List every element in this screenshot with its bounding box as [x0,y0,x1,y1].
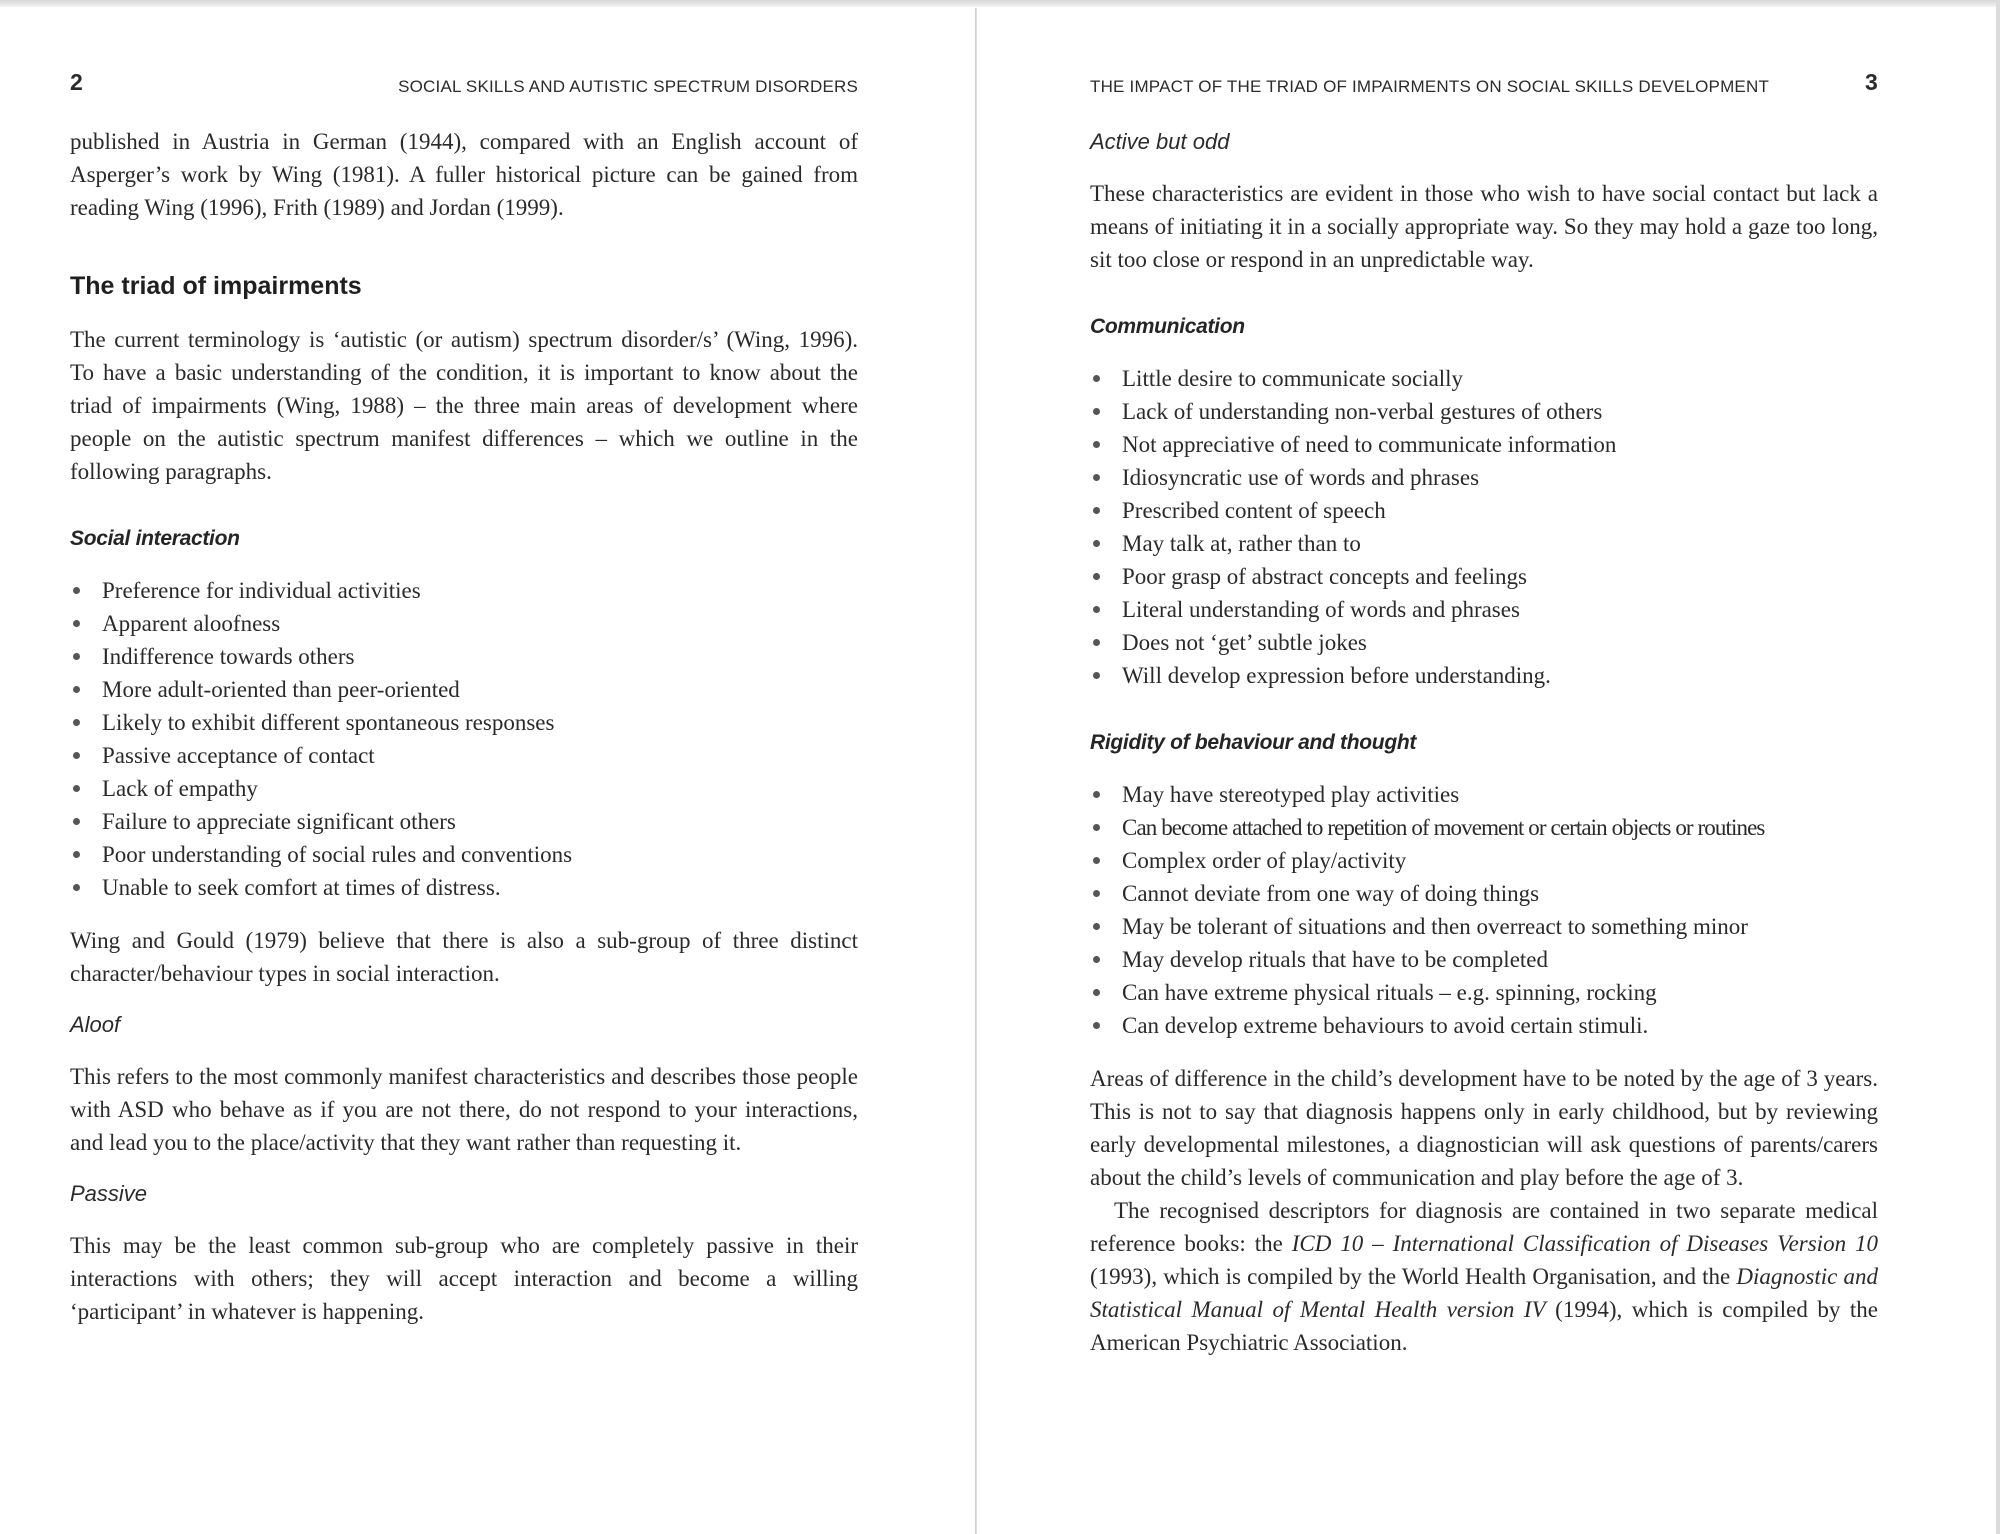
active-but-odd-heading: Active but odd [1090,129,1230,154]
section-heading: The triad of impairments [70,272,362,300]
list-item: Unable to seek comfort at times of distress. [70,871,858,904]
list-item: Complex order of play/activity [1090,844,1878,877]
list-item: May develop rituals that have to be completed [1090,943,1878,976]
list-item: Indifference towards others [70,640,858,673]
bullet-icon [1093,507,1100,514]
list-item: Idiosyncratic use of words and phrases [1090,461,1878,494]
bullet-icon [1093,639,1100,646]
bullet-icon [1093,1022,1100,1029]
list-item: More adult-oriented than peer-oriented [70,673,858,706]
section-paragraph: The current terminology is ‘autistic (or autism) spectrum disorder/s’ (Wing, 1996). To have a basic understanding of the condition, it is important to know about the triad of impairments (Wing, 1988) – the three main areas of development where people on the autistic spectrum manifest differences – which we outline in the following paragraphs. [70,327,858,484]
list-item: Lack of understanding non-verbal gestures of others [1090,395,1878,428]
right-page-body [1090,127,1878,1359]
social-interaction-list [70,574,858,904]
bullet-icon [1093,923,1100,930]
dsm-title: Diagnostic and Statistical Manual of Mental Health version IV [1090,1264,1878,1322]
bullet-icon [73,884,80,891]
page-number: 3 [1865,69,1878,95]
bullet-icon [1093,857,1100,864]
page-number: 2 [70,69,83,95]
bullet-icon [1093,890,1100,897]
bullet-icon [73,851,80,858]
list-item: Literal understanding of words and phrases [1090,593,1878,626]
bullet-icon [1093,791,1100,798]
left-page-header [70,69,858,105]
list-item: Can become attached to repetition of movement or certain objects or routines [1090,811,1878,844]
list-item: Preference for individual activities [70,574,858,607]
bullet-icon [73,620,80,627]
rigidity-heading: Rigidity of behaviour and thought [1090,731,1417,754]
aloof-paragraph: This refers to the most commonly manifest characteristics and describes those people with ASD who behave as if you are not there, do not respond to your interactions, and lead you to the place/activity that they want rather than requesting it. [70,1064,858,1155]
scan-top-edge [0,0,2000,7]
list-item: Lack of empathy [70,772,858,805]
active-but-odd-paragraph: These characteristics are evident in those who wish to have social contact but lack a means of initiating it in a socially appropriate way. So they may hold a gaze too long, sit too close or respond in an unpredictable way. [1090,181,1878,272]
bullet-icon [73,719,80,726]
bullet-icon [1093,474,1100,481]
book-gutter [975,8,977,1534]
bullet-icon [73,752,80,759]
left-page-body [70,125,858,1328]
list-item: Poor understanding of social rules and conventions [70,838,858,871]
list-item: Little desire to communicate socially [1090,362,1878,395]
list-item: Passive acceptance of contact [70,739,858,772]
bullet-icon [1093,540,1100,547]
list-item: Failure to appreciate significant others [70,805,858,838]
list-item: Will develop expression before understanding. [1090,659,1878,692]
list-item: Can develop extreme behaviours to avoid certain stimuli. [1090,1009,1878,1042]
icd-title: ICD 10 – International Classification of Diseases Version 10 [1291,1231,1878,1256]
subgroup-paragraph: Wing and Gould (1979) believe that there is also a sub-group of three distinct character/behaviour types in social interaction. [70,928,858,986]
running-head: SOCIAL SKILLS AND AUTISTIC SPECTRUM DISORDERS [398,77,858,96]
list-item: Does not ‘get’ subtle jokes [1090,626,1878,659]
bullet-icon [1093,375,1100,382]
descriptors-paragraph: The recognised descriptors for diagnosis are contained in two separate medical reference books: the ICD 10 – International Classification of Diseases Version 10 (1993), which is compiled by the World Health Organisation, and the Diagnostic and Statistical Manual of Mental Health version IV (1994), which is compiled by the American Psychiatric Association. [1090,1198,1878,1355]
passive-paragraph: This may be the least common sub-group who are completely passive in their interactions with others; they will accept interaction and become a willing ‘participant’ in whatever is happening. [70,1233,858,1324]
diagnosis-paragraph: Areas of difference in the child’s development have to be noted by the age of 3 years. This is not to say that diagnosis happens only in early childhood, but by reviewing early developmental milestones, a diagnostician will ask questions of parents/carers about the child’s levels of communication and play before the age of 3. [1090,1066,1878,1190]
bullet-icon [1093,606,1100,613]
rigidity-list [1090,778,1878,1042]
bullet-icon [1093,573,1100,580]
bullet-icon [1093,441,1100,448]
list-item: Likely to exhibit different spontaneous responses [70,706,858,739]
bullet-icon [73,818,80,825]
communication-list [1090,362,1878,692]
passive-heading: Passive [70,1181,148,1206]
social-interaction-heading: Social interaction [70,527,240,550]
communication-heading: Communication [1090,315,1245,338]
list-item: Apparent aloofness [70,607,858,640]
list-item: Poor grasp of abstract concepts and feelings [1090,560,1878,593]
right-page-header [1090,69,1878,105]
list-item: May be tolerant of situations and then overreact to something minor [1090,910,1878,943]
bullet-icon [1093,989,1100,996]
aloof-heading: Aloof [70,1012,121,1037]
bullet-icon [1093,408,1100,415]
running-head: THE IMPACT OF THE TRIAD OF IMPAIRMENTS ON SOCIAL SKILLS DEVELOPMENT [1090,77,1770,96]
bullet-icon [1093,672,1100,679]
intro-paragraph: published in Austria in German (1944), compared with an English account of Asperger’s work by Wing (1981). A fuller historical picture can be gained from reading Wing (1996), Frith (1989) and Jordan (1999). [70,129,858,220]
bullet-icon [73,686,80,693]
list-item: Can have extreme physical rituals – e.g. spinning, rocking [1090,976,1878,1009]
list-item: May talk at, rather than to [1090,527,1878,560]
list-item: Cannot deviate from one way of doing things [1090,877,1878,910]
bullet-icon [73,785,80,792]
bullet-icon [1093,824,1100,831]
bullet-icon [1093,956,1100,963]
bullet-icon [73,587,80,594]
list-item: May have stereotyped play activities [1090,778,1878,811]
list-item: Prescribed content of speech [1090,494,1878,527]
list-item: Not appreciative of need to communicate information [1090,428,1878,461]
scan-right-edge [1996,0,2000,1534]
bullet-icon [73,653,80,660]
